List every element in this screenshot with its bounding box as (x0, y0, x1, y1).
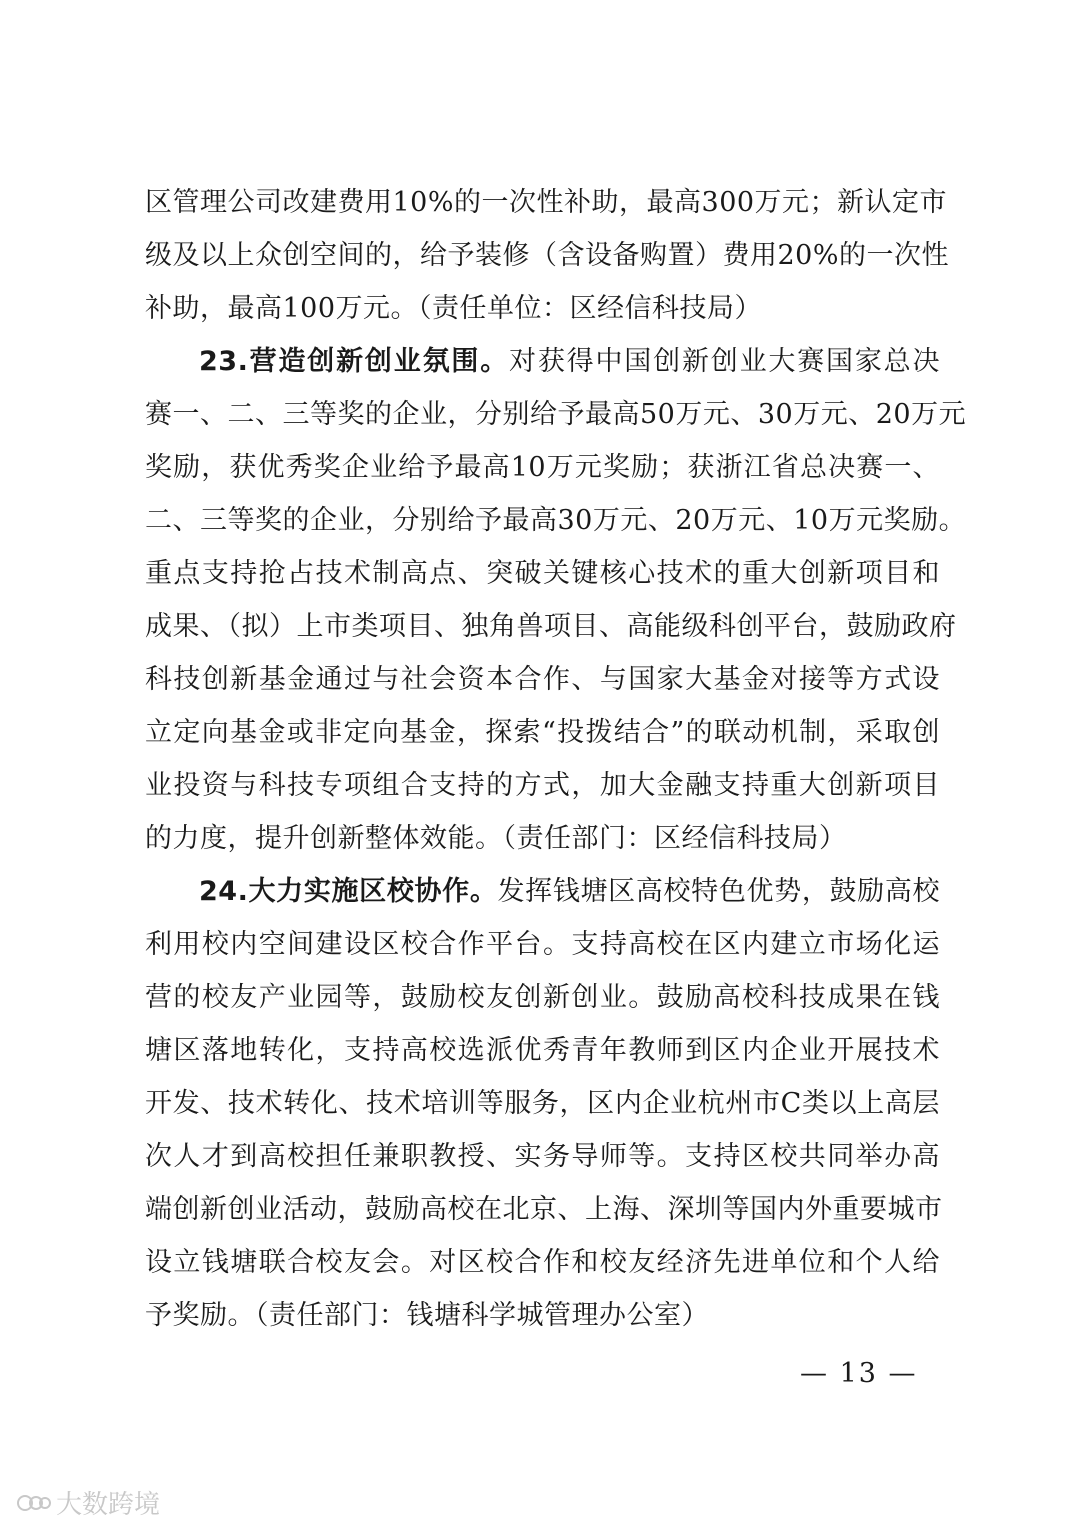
text-line: 重点支持抢占技术制高点、突破关键核心技术的重大创新项目和 (145, 558, 940, 589)
text-line: 科技创新基金通过与社会资本合作、与国家大基金对接等方式设 (145, 664, 940, 695)
text-line (145, 865, 940, 918)
text-line: 级及以上众创空间的，给予装修（含设备购置）费用20%的一次性 (145, 240, 950, 271)
text-line: 利用校内空间建设区校合作平台。支持高校在区内建立市场化运 (145, 929, 940, 960)
text-line: 业投资与科技专项组合支持的方式，加大金融支持重大创新项目 (145, 770, 940, 801)
text-line: 立定向基金或非定向基金，探索“投拨结合”的联动机制，采取创 (145, 717, 940, 748)
text-line: 次人才到高校担任兼职教授、实务导师等。支持区校共同举办高 (145, 1141, 940, 1172)
text-span: 发挥钱塘区高校特色优势，鼓励高校 (497, 876, 940, 907)
text-line: 设立钱塘联合校友会。对区校合作和校友经济先进单位和个人给 (145, 1247, 940, 1278)
paragraph-continuation (145, 176, 950, 335)
text-line (145, 335, 940, 388)
text-line: 成果、（拟）上市类项目、独角兽项目、高能级科创平台，鼓励政府 (145, 611, 957, 642)
document-body (145, 176, 967, 1342)
text-line: 的力度，提升创新整体效能。（责任部门：区经信科技局） (145, 823, 847, 854)
text-line: 奖励，获优秀奖企业给予最高10万元奖励；获浙江省总决赛一、 (145, 452, 940, 483)
text-line: 赛一、二、三等奖的企业，分别给予最高50万元、30万元、20万元 (145, 399, 967, 430)
page-number: — 13 — (800, 1358, 918, 1389)
text-line: 区管理公司改建费用10%的一次性补助，最高300万元；新认定市 (145, 187, 948, 218)
text-span: 对获得中国创新创业大赛国家总决 (509, 346, 940, 377)
section-heading-24: 24.大力实施区校协作。 (199, 876, 498, 907)
logo-icon (16, 1492, 52, 1514)
text-line: 二、三等奖的企业，分别给予最高30万元、20万元、10万元奖励。 (145, 505, 967, 536)
watermark-text: 大数跨境 (56, 1490, 161, 1520)
text-line: 塘区落地转化，支持高校选派优秀青年教师到区内企业开展技术 (145, 1035, 940, 1066)
text-line: 营的校友产业园等，鼓励校友创新创业。鼓励高校科技成果在钱 (145, 982, 940, 1013)
text-line: 补助，最高100万元。（责任单位：区经信科技局） (145, 293, 763, 324)
section-heading-23: 23.营造创新创业氛围。 (199, 346, 510, 377)
text-line: 开发、技术转化、技术培训等服务，区内企业杭州市C类以上高层 (145, 1088, 940, 1119)
paragraph-24 (145, 865, 943, 1342)
paragraph-23 (145, 335, 967, 865)
watermark (16, 1484, 160, 1521)
text-line: 予奖励。（责任部门：钱塘科学城管理办公室） (145, 1300, 709, 1331)
text-line: 端创新创业活动，鼓励高校在北京、上海、深圳等国内外重要城市 (145, 1194, 943, 1225)
